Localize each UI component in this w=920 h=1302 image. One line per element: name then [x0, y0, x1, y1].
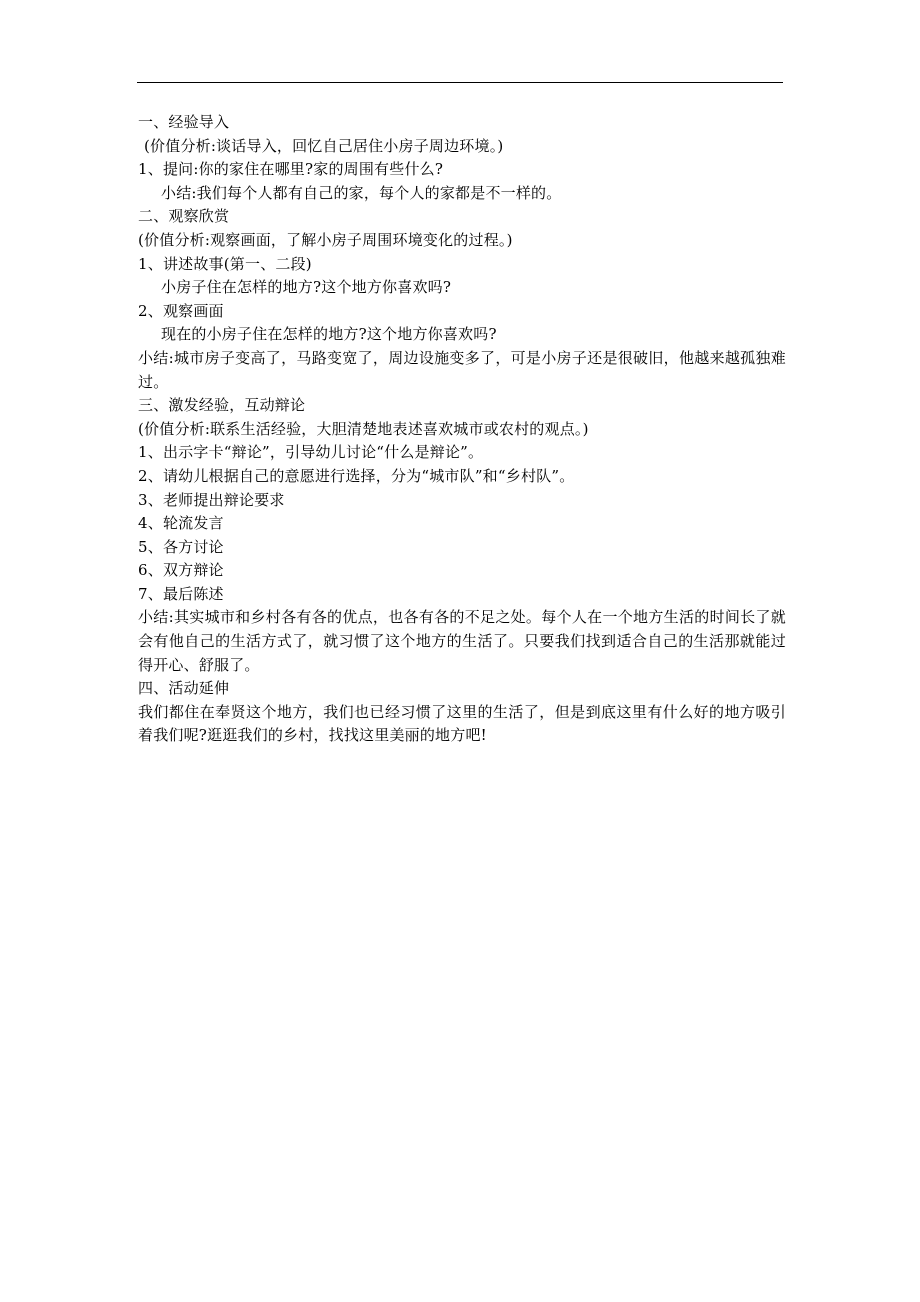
- value-analysis-1: (价值分析:谈话导入，回忆自己居住小房子周边环境。): [144, 136, 504, 155]
- summary-paragraph: 小结:城市房子变高了，马路变宽了，周边设施变多了，可是小房子还是很破旧，他越来越孤独难过。: [138, 348, 786, 391]
- list-item: 5、各方讨论: [138, 537, 224, 556]
- section-heading-4: 四、活动延伸: [138, 679, 230, 698]
- summary-text: 小结:我们每个人都有自己的家，每个人的家都是不一样的。: [161, 183, 562, 202]
- question-text: 小房子住在怎样的地方?这个地方你喜欢吗?: [161, 278, 452, 297]
- section-heading-3: 三、激发经验，互动辩论: [138, 396, 306, 415]
- question-text: 现在的小房子住在怎样的地方?这个地方你喜欢吗?: [161, 325, 497, 344]
- value-analysis-3: (价值分析:联系生活经验，大胆清楚地表述喜欢城市或农村的观点。): [138, 419, 589, 438]
- extension-paragraph: 我们都住在奉贤这个地方，我们也已经习惯了这里的生活了，但是到底这里有什么好的地方吸引着我们呢?逛逛我们的乡村，找找这里美丽的地方吧!: [138, 702, 786, 745]
- list-item: 4、轮流发言: [138, 514, 224, 533]
- document-body: [138, 111, 786, 748]
- list-item: 6、双方辩论: [138, 561, 224, 580]
- list-item: 2、观察画面: [138, 301, 224, 320]
- section-heading-1: 一、经验导入: [138, 113, 230, 131]
- list-item: 3、老师提出辩论要求: [138, 490, 285, 509]
- list-item: 1、讲述故事(第一、二段): [138, 254, 312, 273]
- list-item: 7、最后陈述: [138, 584, 224, 603]
- summary-paragraph: 小结:其实城市和乡村各有各的优点，也各有各的不足之处。每个人在一个地方生活的时间长了就会有他自己的生活方式了，就习惯了这个地方的生活了。只要我们找到适合自己的生活那就能过得开心、舒服了。: [138, 608, 786, 674]
- value-analysis-2: (价值分析:观察画面，了解小房子周围环境变化的过程。): [138, 230, 513, 249]
- list-item: 2、请幼儿根据自己的意愿进行选择，分为“城市队”和“乡村队”。: [138, 466, 575, 485]
- list-item: 1、出示字卡“辩论”，引导幼儿讨论“什么是辩论”。: [138, 443, 484, 462]
- header-rule: [137, 82, 783, 83]
- list-item: 1、提问:你的家住在哪里?家的周围有些什么?: [138, 160, 444, 179]
- section-heading-2: 二、观察欣赏: [138, 207, 230, 226]
